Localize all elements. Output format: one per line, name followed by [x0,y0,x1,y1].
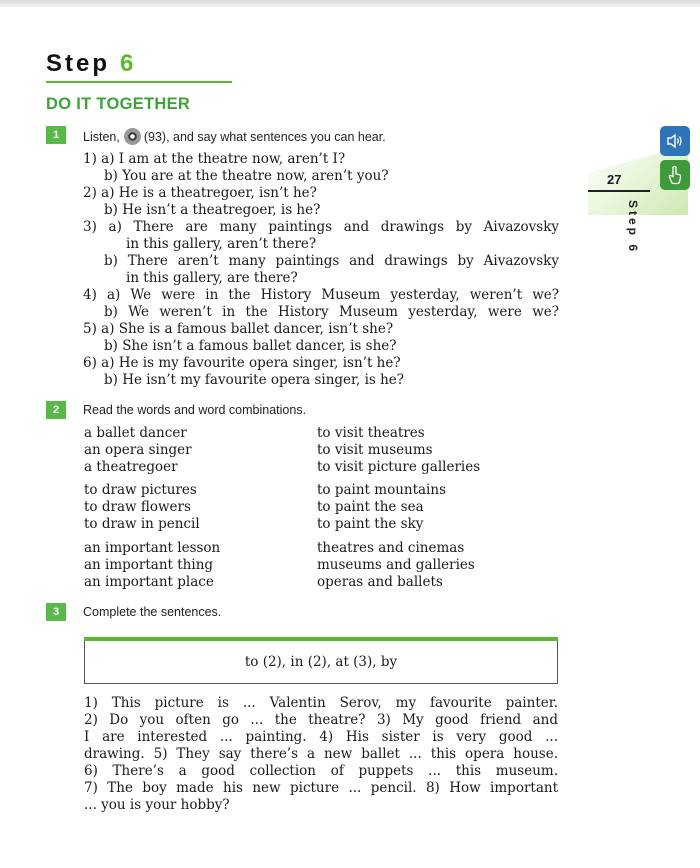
word-item: to paint the sky [317,516,424,532]
word-item: to visit picture galleries [317,459,481,475]
word-item: to paint mountains [317,482,446,498]
word-item: theatres and cinemas [317,540,465,556]
page-title [46,50,136,78]
word-item: to visit museums [317,442,433,458]
exercise-3-badge: 3 [46,603,66,621]
audio-cd-icon [124,128,141,145]
step-word: Step [46,50,111,77]
word-item: operas and ballets [317,574,443,590]
step-number: 6 [120,50,137,77]
exercise-3-line: 2) Do you often go ... the theatre? 3) My good friend and [84,712,558,728]
track-number: (93), [143,130,170,144]
vertical-step-label: Step 6 [626,200,640,255]
exercise-1-line: 2) a) He is a theatregoer, isn’t he? [83,185,317,201]
page-number-rule [588,190,650,192]
exercise-2-instruction: Read the words and word combinations. [83,403,307,417]
top-shadow-bar [0,0,700,7]
word-item: to draw pictures [84,482,197,498]
instruction-text: and say what sentences you can hear. [173,130,386,144]
exercise-3-line: 1) This picture is ... Valentin Serov, my favourite painter. [84,695,558,711]
word-item: a theatregoer [84,459,178,475]
exercise-1-line: in this gallery, are there? [126,270,298,286]
word-item: to draw flowers [84,499,191,515]
exercise-3-line: 6) There’s a good collection of puppets ... this museum. [84,763,558,779]
exercise-1-line: b) He isn’t my favourite opera singer, is he? [104,372,405,388]
exercise-1-line: 3) a) There are many paintings and drawings by Aivazovsky [83,219,559,235]
word-item: a ballet dancer [84,425,187,441]
exercise-1-line: 1) a) I am at the theatre now, aren’t I? [83,151,346,167]
speaker-icon [666,133,684,149]
exercise-1-instruction [83,128,386,145]
exercise-2-badge: 2 [46,401,66,419]
word-item: an important thing [84,557,214,573]
exercise-1-line: b) He isn’t a theatregoer, is he? [104,202,321,218]
word-item: to visit theatres [317,425,425,441]
exercise-3-text [84,695,558,814]
word-item: museums and galleries [317,557,475,573]
exercise-3-line: drawing. 5) They say there’s a new ballet ... this opera house. [84,746,558,762]
exercise-3-line: 7) The boy made his new picture ... pencil. 8) How important [84,780,558,796]
exercise-3-line: I are interested ... painting. 4) His sister is very good ... [84,729,558,745]
exercise-1-line: b) There aren’t many paintings and drawings by Aivazovsky [104,253,559,269]
word-item: an opera singer [84,442,192,458]
audio-button[interactable] [660,126,690,156]
exercise-3-instruction: Complete the sentences. [83,605,222,619]
word-item: to draw in pencil [84,516,200,532]
exercise-1-line: 5) a) She is a famous ballet dancer, isn’t she? [83,321,394,337]
exercise-1-line: in this gallery, aren’t there? [126,236,317,252]
hand-pointer-icon [667,165,683,185]
instruction-text: Listen, [83,130,120,144]
exercise-1-line: b) We weren’t in the History Museum yesterday, were we? [104,304,559,320]
word-box [84,641,558,684]
page-number: 27 [607,172,622,187]
word-item: to paint the sea [317,499,424,515]
exercise-1-line: 4) a) We were in the History Museum yesterday, weren’t we? [83,287,559,303]
section-heading: DO IT TOGETHER [46,95,191,113]
exercise-1-line: 6) a) He is my favourite opera singer, isn’t he? [83,355,401,371]
exercise-1-line: b) She isn’t a famous ballet dancer, is she? [104,338,397,354]
exercise-3-line: ... you is your hobby? [84,797,230,813]
word-item: an important place [84,574,214,590]
title-underline [46,81,232,83]
exercise-1-badge: 1 [46,126,66,144]
exercise-1-line: b) You are at the theatre now, aren’t you? [104,168,389,184]
word-item: an important lesson [84,540,221,556]
interactive-button[interactable] [660,160,690,190]
word-box-text: to (2), in (2), at (3), by [244,654,398,670]
